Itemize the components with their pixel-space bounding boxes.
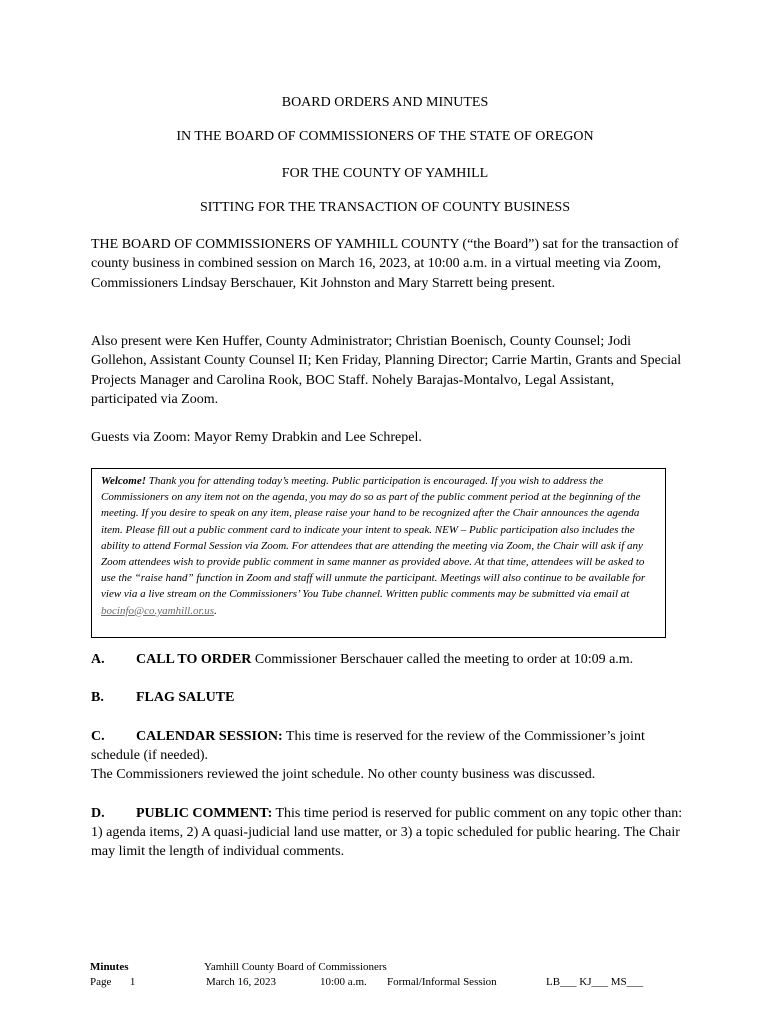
- item-label: B.: [91, 690, 104, 705]
- footer-page-number: 1: [129, 976, 136, 988]
- also-present-paragraph: Also present were Ken Huffer, County Administrator; Christian Boenisch, County Counsel; Jodi Gollehon, Assistant County Counsel II; Ken Friday, Planning Director; Carrie Martin, Grants and Special Projects Manager and Carolina Rook, BOC Staff. Nohely Barajas-Montalvo, Legal Assistant, participated via Zoom.: [91, 334, 682, 407]
- agenda-item-a: [91, 650, 683, 669]
- agenda-item-c: [91, 727, 683, 784]
- footer-org: [204, 960, 387, 975]
- item-label: A.: [91, 652, 105, 667]
- footer-left: [90, 960, 135, 990]
- item-title: CALENDAR SESSION:: [136, 729, 283, 744]
- item-text: This time period is reserved for public comment on any topic other than: 1) agenda items, 2) A quasi-judicial land use matter, or 3) a topic scheduled for public hearing. The Chair may limit the length of individual comments.: [91, 806, 683, 859]
- notice-text: Thank you for attending today’s meeting. Public participation is encouraged. If you wish to address the Commissioners on any item not on the agenda, you may do so as part of the public comment period at the beginning of the meeting. If you desire to speak on any item, please raise your hand to be recognized after the Chair announces the agenda item. Please fill out a public comment card to indicate your intent to speak. NEW – Public participation also includes the ability to attend Formal Session via Zoom. For attendees that are attending the meeting via Zoom, the Chair will ask if any Zoom attendees wish to provide public comment in same manner as provided above. At that time, attendees will be asked to use the “raise hand” function in Zoom and staff will unmute the participant. Meetings will also continue to be available for view via a live stream on the Commissioners’ You Tube channel. Written public comments may be submitted via email at: [101, 475, 646, 601]
- item-title: FLAG SALUTE: [136, 690, 235, 705]
- intro-paragraph: THE BOARD OF COMMISSIONERS OF YAMHILL COUNTY (“the Board”) sat for the transaction of county business in combined session on March 16, 2023, at 10:00 a.m. in a virtual meeting via Zoom, Commissioners Lindsay Berschauer, Kit Johnston and Mary Starrett being present.: [91, 237, 679, 291]
- item-note: The Commissioners reviewed the joint schedule. No other county business was discussed.: [91, 767, 596, 782]
- footer-page: [90, 975, 135, 990]
- header-line-2: IN THE BOARD OF COMMISSIONERS OF THE STATE OF OREGON: [176, 129, 594, 144]
- item-text: Commissioner Berschauer called the meeting to order at 10:09 a.m.: [251, 652, 634, 667]
- footer-minutes-label: Minutes: [90, 961, 129, 973]
- item-label: C.: [91, 729, 105, 744]
- header-line-4: SITTING FOR THE TRANSACTION OF COUNTY BUSINESS: [200, 200, 570, 215]
- footer-initials: LB___ KJ___ MS___: [546, 976, 644, 988]
- item-title: PUBLIC COMMENT:: [136, 806, 273, 821]
- item-text: This time is reserved for the review of the Commissioner’s joint schedule (if needed).: [91, 729, 645, 763]
- public-participation-notice: [91, 468, 666, 638]
- footer-date: March 16, 2023: [206, 976, 276, 988]
- footer-org-name: Yamhill County Board of Commissioners: [204, 961, 387, 973]
- footer-page-label: Page: [90, 976, 112, 988]
- header-line-3: FOR THE COUNTY OF YAMHILL: [281, 166, 489, 181]
- header-line-1: BOARD ORDERS AND MINUTES: [281, 95, 489, 110]
- guests-paragraph: Guests via Zoom: Mayor Remy Drabkin and Lee Schrepel.: [91, 430, 422, 445]
- footer-session: Formal/Informal Session: [387, 976, 497, 988]
- notice-email-link[interactable]: bocinfo@co.yamhill.or.us: [101, 604, 215, 617]
- item-title: CALL TO ORDER: [136, 652, 252, 667]
- footer-time: 10:00 a.m.: [320, 976, 367, 988]
- agenda-item-d: [91, 804, 683, 861]
- item-label: D.: [91, 806, 105, 821]
- notice-end: .: [214, 604, 217, 617]
- agenda-item-b: [91, 688, 683, 707]
- notice-welcome: Welcome!: [101, 475, 147, 487]
